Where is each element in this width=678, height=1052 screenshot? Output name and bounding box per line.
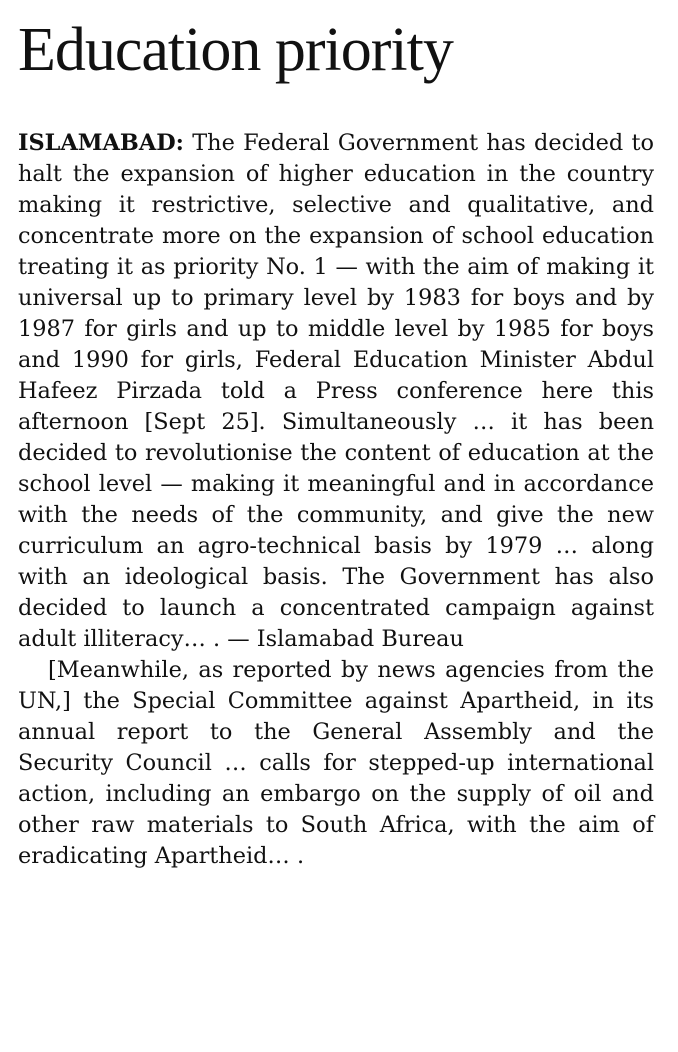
article-paragraph-2: [Meanwhile, as reported by news agencies from the UN,] the Special Committee against Apartheid, in its annual report to the General Assembly and the Security Council … calls for stepped-up international action, including an embargo on the supply of oil and other raw materials to South Africa, with the aim of eradicating Apartheid… . — [18, 657, 654, 869]
news-article — [18, 14, 654, 872]
article-dateline: ISLAMABAD: — [18, 130, 184, 156]
article-headline: Education priority — [18, 16, 453, 84]
article-paragraph-1-text: The Federal Government has decided to halt the expansion of higher education in the country making it restrictive, selective and qualitative, and concentrate more on the expansion of school education treating it as priority No. 1 — with the aim of making it universal up to primary level by 1983 for boys and by 1987 for girls and up to middle level by 1985 for boys and 1990 for girls, Federal Education Minister Abdul Hafeez Pirzada told a Press conference here this afternoon [Sept 25]. Simultaneously … it has been decided to revolutionise the content of education at the school level — making it meaningful and in accordance with the needs of the community, and give the new curriculum an agro-technical basis by 1979 … along with an ideological basis. The Government has also decided to launch a concentrated campaign against adult illiteracy… . — Islamabad Bureau — [18, 130, 654, 652]
article-paragraph-1 — [18, 128, 654, 655]
